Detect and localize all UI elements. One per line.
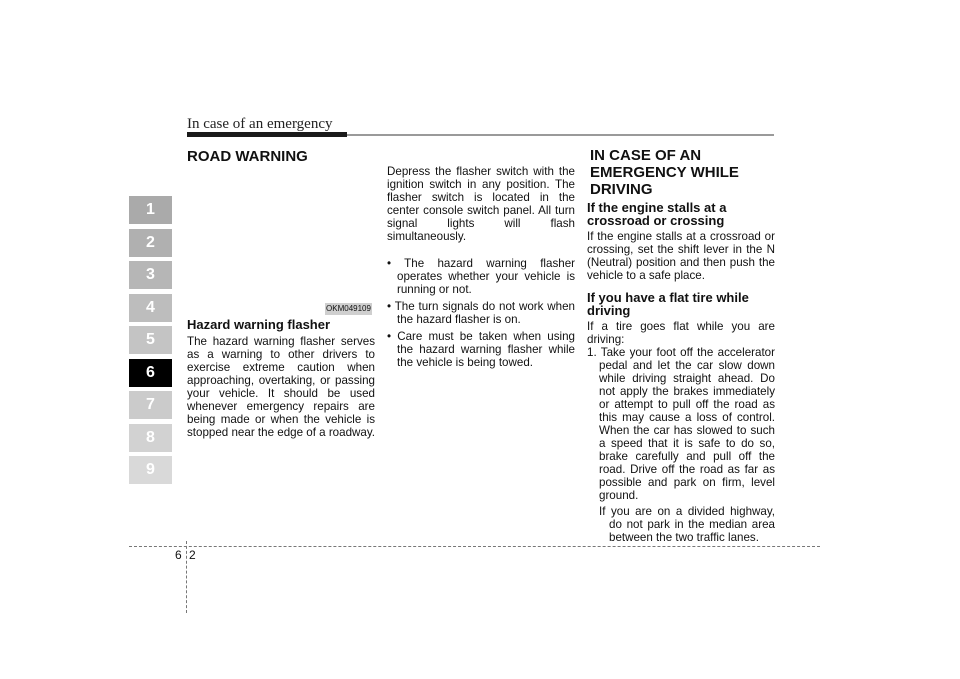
flasher-bullet: • Care must be taken when using the hazard warning flasher while the vehicle is being towed. xyxy=(387,330,575,369)
chapter-tab-6[interactable]: 6 xyxy=(129,359,172,387)
chapter-tab-5[interactable]: 5 xyxy=(129,326,172,354)
flasher-intro: Depress the flasher switch with the ignition switch in any position. The flasher switch is located in the center console switch panel. All turn signal lights will flash simultaneously. xyxy=(387,165,575,243)
hazard-subheading: Hazard warning flasher xyxy=(187,317,331,332)
header-rule-accent xyxy=(187,132,347,137)
footer-divider xyxy=(186,541,187,613)
chapter-tab-7[interactable]: 7 xyxy=(129,391,172,419)
flat-tire-subheading: If you have a flat tire while driving xyxy=(587,290,749,318)
footer-rule xyxy=(129,546,820,547)
header-title: In case of an emergency xyxy=(187,116,333,132)
chapter-tab-3[interactable]: 3 xyxy=(129,261,172,289)
hazard-body: The hazard warning flasher serves as a warning to other drivers to exercise extreme caution when approaching, overtaking, or passing your vehicle. It should be used whenever emergency repairs are being made or when the vehicle is stopped near the edge of a roadway. xyxy=(187,335,375,439)
emergency-section xyxy=(587,147,775,544)
chapter-tab-2[interactable]: 2 xyxy=(129,229,172,257)
road-warning-heading: ROAD WARNING xyxy=(187,148,308,165)
chapter-tab-8[interactable]: 8 xyxy=(129,424,172,452)
hazard-section xyxy=(187,318,375,439)
stall-subheading: If the engine stalls at a crossroad or crossing xyxy=(587,200,727,228)
emergency-heading: IN CASE OF AN EMERGENCY WHILE DRIVING xyxy=(590,147,739,198)
stall-body: If the engine stalls at a crossroad or crossing, set the shift lever in the N (Neutral) position and then push the vehicle to a safe place. xyxy=(587,230,775,282)
flat-tire-intro: If a tire goes flat while you are driving: xyxy=(587,320,775,346)
flasher-bullet: • The turn signals do not work when the hazard flasher is on. xyxy=(387,300,575,326)
image-caption: OKM049109 xyxy=(326,304,371,313)
section-number: 6 xyxy=(175,548,182,562)
flasher-bullet: • The hazard warning flasher operates whether your vehicle is running or not. xyxy=(387,257,575,296)
chapter-tab-9[interactable]: 9 xyxy=(129,456,172,484)
chapter-tabs xyxy=(129,196,172,489)
flat-tire-step: 1. Take your foot off the accelerator pedal and let the car slow down while driving straight ahead. Do not apply the brakes immediately or attempt to pull off the road as this may cause a loss of control. When the car has slowed to such a speed that it is safe to do so, brake carefully and pull off the road. Drive off the road as far as possible and park on firm, level ground. xyxy=(587,346,775,502)
chapter-tab-1[interactable]: 1 xyxy=(129,196,172,224)
chapter-tab-4[interactable]: 4 xyxy=(129,294,172,322)
page-number: 2 xyxy=(189,548,196,562)
flat-tire-note: If you are on a divided highway, do not park in the median area between the two traffic lanes. xyxy=(599,505,775,544)
flasher-instructions xyxy=(387,165,575,369)
